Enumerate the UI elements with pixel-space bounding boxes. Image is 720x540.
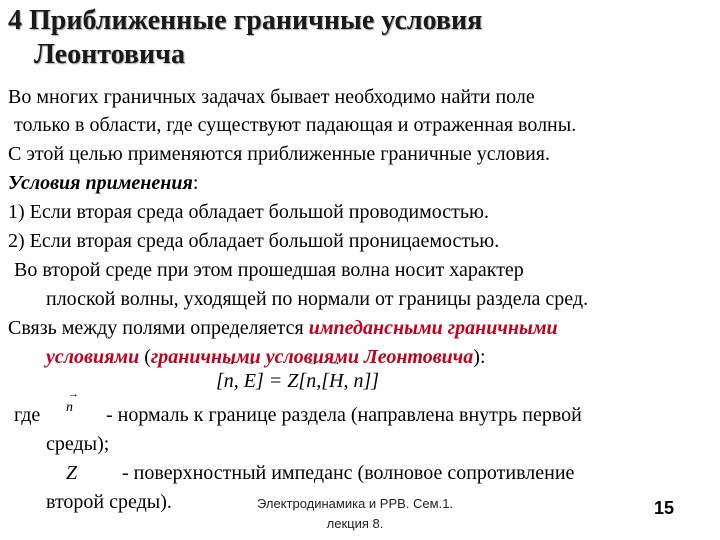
conditions-colon: :	[192, 172, 199, 194]
paragraph-3-line-2: плоской волны, уходящей по нормали от границы раздела сред.	[46, 288, 589, 310]
condition-2: 2) Если вторая среда обладает большой проницаемостью.	[8, 230, 500, 252]
conditions-heading: Условия применения	[8, 172, 193, 194]
formula-h-vector: → H	[329, 370, 343, 393]
title-line-1: 4 Приближенные граничные условия	[8, 5, 483, 36]
gde-label: где	[14, 404, 41, 426]
formula-lbr: [	[216, 370, 224, 392]
formula-comma-2: ,[	[316, 370, 329, 392]
formula-rbr: ]]	[363, 370, 380, 392]
normal-vector-symbol: → n	[66, 400, 73, 416]
conditions-term: условиями	[46, 346, 140, 368]
paragraph-4-line-2	[46, 344, 486, 370]
condition-1: 1) Если вторая среда обладает большой проводимостью.	[8, 201, 489, 223]
normal-definition-line-1: - нормаль к границе раздела (направлена внутрь первой	[106, 404, 582, 426]
footer-line-2: лекция 8.	[326, 516, 384, 531]
formula-comma-1: ,	[233, 370, 244, 392]
formula-e-vector: → E	[244, 370, 256, 393]
impedance-symbol: Z	[66, 462, 78, 484]
paren-close: ):	[473, 346, 486, 368]
slide-title	[8, 4, 708, 72]
formula-n-vector-2: → n	[306, 370, 316, 393]
conditions-heading-line	[8, 170, 198, 196]
paragraph-4-text: Связь между полями определяется	[8, 317, 309, 339]
impedance-definition-line-1: - поверхностный импеданс (волновое сопротивление	[122, 462, 575, 484]
slide-footer	[250, 494, 460, 534]
formula-n-3: n	[353, 370, 364, 392]
paragraph-3-line-1: Во второй среде при этом прошедшая волна носит характер	[14, 259, 524, 281]
paragraph-4-line-1	[8, 315, 558, 341]
paren-open: (	[139, 346, 151, 368]
normal-definition-line-2: среды);	[46, 433, 110, 455]
paragraph-2: С этой целью применяются приближенные граничные условия.	[8, 143, 550, 165]
page-number: 15	[654, 498, 675, 518]
leontovich-formula	[216, 370, 379, 393]
paragraph-1-line-1: Во многих граничных задачах бывает необходимо найти поле	[8, 86, 535, 108]
formula-comma-3: ,	[343, 370, 354, 392]
leontovich-conditions-term: граничными условиями Леонтовича	[150, 346, 474, 368]
impedance-definition-line-2: второй среды).	[46, 491, 172, 513]
formula-mid: ] = Z[	[256, 370, 307, 392]
paragraph-1-line-2: только в области, где существуют падающая и отраженная волны.	[14, 114, 577, 136]
impedance-conditions-term: импедансными граничными	[308, 317, 558, 339]
formula-n-vector: → n	[224, 370, 234, 393]
title-line-2: Леонтовича	[34, 39, 185, 70]
footer-line-1: Электродинамика и РРВ. Сем.1.	[256, 496, 454, 511]
